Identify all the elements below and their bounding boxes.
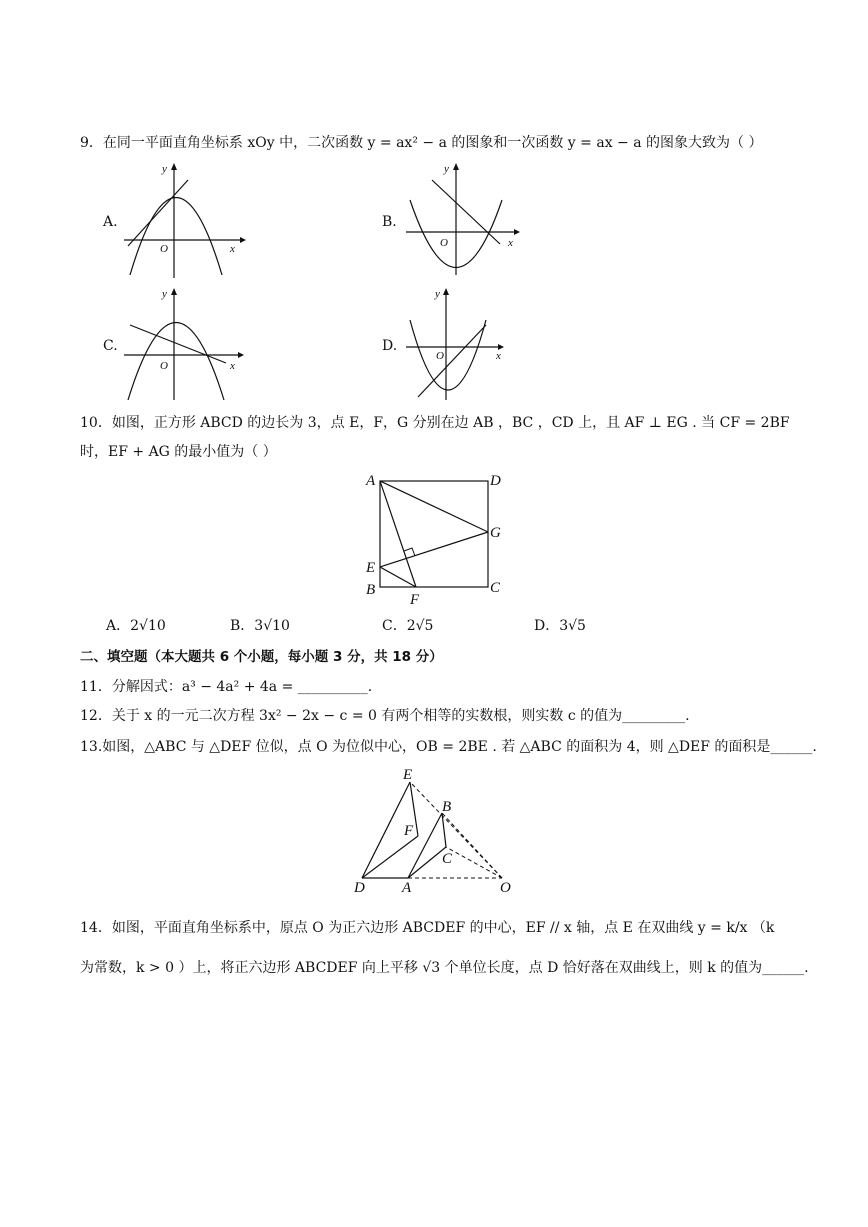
q10-text-line1: 10．如图，正方形 ABCD 的边长为 3，点 E，F，G 分别在边 AB ，BC ，CD 上，且 AF ⊥ EG . 当 CF = 2BF xyxy=(80,415,790,431)
q10-figure xyxy=(360,470,510,610)
q10-label-a: A xyxy=(366,473,376,489)
q9-graph-c xyxy=(120,285,250,405)
q13-label-c: C xyxy=(442,851,453,867)
q14-text-line2: 为常数，k > 0 ）上，将正六边形 ABCDEF 向上平移 √3 个单位长度，点 D 恰好落在双曲线上，则 k 的值为______. xyxy=(80,960,809,976)
svg-text:O: O xyxy=(440,237,448,249)
q9-option-d-label: D. xyxy=(382,338,398,354)
section2-title: 二、填空题（本大题共 6 个小题，每小题 3 分，共 18 分） xyxy=(80,649,443,665)
q10-label-d: D xyxy=(490,473,501,489)
q10-label-g: G xyxy=(490,525,501,541)
q13-figure xyxy=(350,765,530,895)
svg-text:O: O xyxy=(160,360,168,372)
q13-label-f: F xyxy=(404,823,414,839)
svg-text:O: O xyxy=(160,243,168,255)
q9-graph-a xyxy=(120,160,250,280)
q13-label-b: B xyxy=(442,799,452,815)
svg-text:y: y xyxy=(444,163,449,175)
q10-option-a: A．2√10 xyxy=(106,618,166,634)
q13-label-a: A xyxy=(402,880,412,896)
q13-label-o: O xyxy=(500,880,511,896)
q9-text: 9．在同一平面直角坐标系 xOy 中，二次函数 y = ax² − a 的图象和一次函数 y = ax − a 的图象大致为（ ） xyxy=(80,135,763,151)
q11-text: 11．分解因式：a³ − 4a² + 4a = __________. xyxy=(80,679,373,695)
q9-option-b-label: B. xyxy=(382,214,397,230)
q10-option-b: B．3√10 xyxy=(230,618,290,634)
svg-text:x: x xyxy=(230,360,235,372)
q9-option-a-label: A. xyxy=(103,214,118,230)
q9-graph-d xyxy=(402,285,512,405)
q10-label-c: C xyxy=(490,580,501,596)
q10-option-c: C．2√5 xyxy=(382,618,434,634)
q10-label-b: B xyxy=(366,582,376,598)
q13-label-d: D xyxy=(354,880,365,896)
q12-text: 12．关于 x 的一元二次方程 3x² − 2x − c = 0 有两个相等的实数根，则实数 c 的值为_________. xyxy=(80,708,690,724)
svg-text:x: x xyxy=(496,350,501,362)
q13-label-e: E xyxy=(403,767,413,783)
q13-text: 13.如图，△ABC 与 △DEF 位似，点 O 为位似中心，OB = 2BE . 若 △ABC 的面积为 4，则 △DEF 的面积是______. xyxy=(80,739,817,755)
svg-text:y: y xyxy=(162,163,167,175)
svg-text:y: y xyxy=(435,288,440,300)
q9-option-c-label: C. xyxy=(103,338,118,354)
svg-text:x: x xyxy=(508,237,513,249)
q10-label-e: E xyxy=(366,560,376,576)
q14-text-line1: 14．如图，平面直角坐标系中，原点 O 为正六边形 ABCDEF 的中心，EF // x 轴，点 E 在双曲线 y = k/x （k xyxy=(80,920,775,936)
svg-text:O: O xyxy=(436,350,444,362)
q9-graph-b xyxy=(402,160,532,280)
q10-option-d: D．3√5 xyxy=(534,618,586,634)
q10-text-line2: 时，EF + AG 的最小值为（ ） xyxy=(80,444,277,460)
q10-label-f: F xyxy=(410,592,420,608)
svg-text:y: y xyxy=(162,288,167,300)
svg-text:x: x xyxy=(230,243,235,255)
